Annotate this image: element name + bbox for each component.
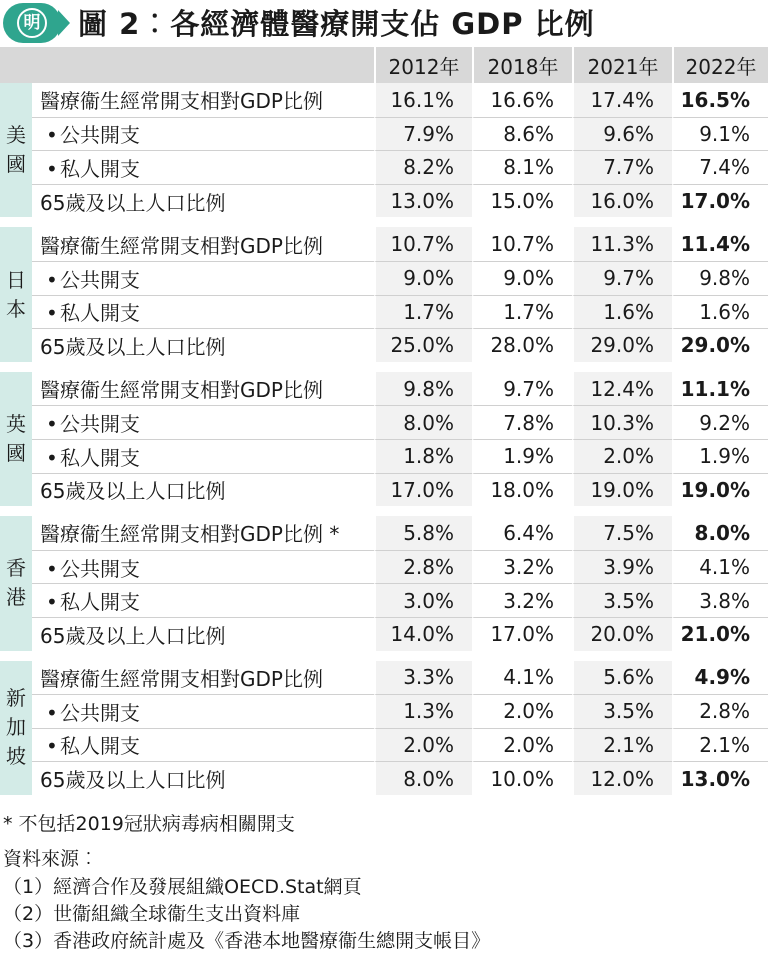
value-cell: 12.4% [572, 372, 672, 406]
value-cell: 8.0% [374, 761, 472, 795]
value-cell: 2.8% [374, 550, 472, 584]
bullet-icon: • [46, 267, 58, 292]
value-cell: 4.1% [472, 661, 572, 695]
row-label-cell [32, 328, 374, 362]
value-cell: 2.0% [472, 694, 572, 728]
row-label-cell [32, 617, 374, 651]
table-row [0, 117, 768, 151]
value-cell: 3.3% [374, 661, 472, 695]
value-cell: 14.0% [374, 617, 472, 651]
table-row [0, 439, 768, 473]
value-cell: 1.6% [572, 295, 672, 329]
year-header: 2021年 [572, 47, 672, 83]
bullet-icon: • [46, 734, 58, 759]
row-label-cell [32, 83, 374, 117]
row-label: 公共開支 [60, 556, 140, 581]
health-expenditure-table [0, 47, 768, 795]
value-cell: 3.0% [374, 583, 472, 617]
value-cell: 1.8% [374, 439, 472, 473]
country-label: 英 國 [0, 372, 32, 506]
value-cell: 7.7% [572, 150, 672, 184]
value-cell: 29.0% [572, 328, 672, 362]
value-cell: 3.2% [472, 550, 572, 584]
row-label-cell [32, 405, 374, 439]
value-cell: 16.0% [572, 184, 672, 218]
value-cell: 28.0% [472, 328, 572, 362]
value-cell: 7.9% [374, 117, 472, 151]
row-label-cell [32, 295, 374, 329]
value-cell: 10.3% [572, 405, 672, 439]
page-title: 圖 2︰各經濟體醫療開支佔 GDP 比例 [78, 7, 595, 41]
value-cell: 9.8% [672, 261, 768, 295]
row-label-cell [32, 761, 374, 795]
bullet-icon: • [46, 556, 58, 581]
value-cell: 9.8% [374, 372, 472, 406]
value-cell: 8.2% [374, 150, 472, 184]
row-label: 私人開支 [60, 156, 140, 181]
row-label: 醫療衞生經常開支相對GDP比例 [40, 666, 323, 691]
value-cell: 11.3% [572, 227, 672, 261]
group-spacer [0, 217, 768, 227]
value-cell: 3.5% [572, 583, 672, 617]
value-cell: 18.0% [472, 473, 572, 507]
value-cell: 7.5% [572, 516, 672, 550]
row-label: 公共開支 [60, 412, 140, 437]
bullet-icon: • [46, 412, 58, 437]
row-label: 醫療衞生經常開支相對GDP比例 [40, 89, 323, 114]
row-label-cell [32, 227, 374, 261]
table-row [0, 328, 768, 362]
group-spacer [0, 506, 768, 516]
value-cell: 8.0% [374, 405, 472, 439]
country-label: 新 加 坡 [0, 661, 32, 795]
table-row [0, 261, 768, 295]
logo-char: 明 [17, 8, 47, 38]
value-cell: 6.4% [472, 516, 572, 550]
table-row [0, 661, 768, 695]
row-label: 65歲及以上人口比例 [40, 623, 226, 648]
row-label: 公共開支 [60, 123, 140, 148]
value-cell: 2.0% [472, 728, 572, 762]
value-cell: 13.0% [374, 184, 472, 218]
value-cell: 9.0% [472, 261, 572, 295]
row-label-cell [32, 661, 374, 695]
value-cell: 9.0% [374, 261, 472, 295]
bullet-icon: • [46, 700, 58, 725]
table-row [0, 583, 768, 617]
table-row [0, 728, 768, 762]
row-label-cell [32, 372, 374, 406]
value-cell: 25.0% [374, 328, 472, 362]
logo-arrow-icon [58, 10, 70, 36]
row-label: 私人開支 [60, 445, 140, 470]
value-cell: 1.3% [374, 694, 472, 728]
value-cell: 16.5% [672, 83, 768, 117]
row-label: 醫療衞生經常開支相對GDP比例 [40, 233, 323, 258]
row-label: 私人開支 [60, 301, 140, 326]
value-cell: 11.1% [672, 372, 768, 406]
table-row [0, 550, 768, 584]
value-cell: 11.4% [672, 227, 768, 261]
group-spacer [0, 651, 768, 661]
bullet-icon: • [46, 445, 58, 470]
table-row [0, 184, 768, 218]
row-label: 65歲及以上人口比例 [40, 768, 226, 793]
row-label-cell [32, 516, 374, 550]
table-row [0, 83, 768, 117]
row-label-cell [32, 184, 374, 218]
table-row [0, 227, 768, 261]
row-label-cell [32, 583, 374, 617]
value-cell: 2.0% [572, 439, 672, 473]
spacer-cell [0, 362, 768, 372]
row-label: 65歲及以上人口比例 [40, 334, 226, 359]
spacer-cell [0, 217, 768, 227]
source-item: （2）世衞組織全球衞生支出資料庫 [3, 903, 301, 925]
newspaper-logo [3, 3, 61, 43]
value-cell: 17.0% [374, 473, 472, 507]
value-cell: 9.7% [472, 372, 572, 406]
row-label-cell [32, 261, 374, 295]
table-row [0, 150, 768, 184]
row-label-cell [32, 117, 374, 151]
value-cell: 29.0% [672, 328, 768, 362]
value-cell: 17.0% [472, 617, 572, 651]
value-cell: 19.0% [672, 473, 768, 507]
value-cell: 9.1% [672, 117, 768, 151]
header-blank-cell [0, 47, 374, 83]
value-cell: 19.0% [572, 473, 672, 507]
value-cell: 15.0% [472, 184, 572, 218]
bullet-icon: • [46, 123, 58, 148]
spacer-cell [0, 506, 768, 516]
row-label-cell [32, 728, 374, 762]
source-item: （3）香港政府統計處及《香港本地醫療衞生總開支帳目》 [3, 930, 491, 952]
value-cell: 10.0% [472, 761, 572, 795]
value-cell: 2.8% [672, 694, 768, 728]
value-cell: 1.9% [472, 439, 572, 473]
table-row [0, 617, 768, 651]
country-label: 香 港 [0, 516, 32, 650]
row-label: 公共開支 [60, 700, 140, 725]
value-cell: 17.0% [672, 184, 768, 218]
table-row [0, 405, 768, 439]
value-cell: 8.6% [472, 117, 572, 151]
value-cell: 8.1% [472, 150, 572, 184]
value-cell: 17.4% [572, 83, 672, 117]
row-label-cell [32, 439, 374, 473]
value-cell: 2.0% [374, 728, 472, 762]
table-row [0, 295, 768, 329]
row-label: 醫療衞生經常開支相對GDP比例 [40, 378, 323, 403]
value-cell: 4.9% [672, 661, 768, 695]
value-cell: 16.6% [472, 83, 572, 117]
country-label: 美 國 [0, 83, 32, 217]
value-cell: 4.1% [672, 550, 768, 584]
value-cell: 5.8% [374, 516, 472, 550]
value-cell: 10.7% [472, 227, 572, 261]
value-cell: 1.9% [672, 439, 768, 473]
value-cell: 5.6% [572, 661, 672, 695]
value-cell: 9.6% [572, 117, 672, 151]
year-header: 2018年 [472, 47, 572, 83]
table-row [0, 473, 768, 507]
value-cell: 1.7% [374, 295, 472, 329]
spacer-cell [0, 651, 768, 661]
row-label: 65歲及以上人口比例 [40, 190, 226, 215]
value-cell: 7.8% [472, 405, 572, 439]
value-cell: 20.0% [572, 617, 672, 651]
value-cell: 2.1% [572, 728, 672, 762]
value-cell: 3.5% [572, 694, 672, 728]
value-cell: 7.4% [672, 150, 768, 184]
value-cell: 3.9% [572, 550, 672, 584]
value-cell: 21.0% [672, 617, 768, 651]
sources-title: 資料來源︰ [3, 848, 99, 870]
row-label: 私人開支 [60, 590, 140, 615]
table-header-row [0, 47, 768, 83]
footnote: * 不包括2019冠狀病毒病相關開支 [3, 813, 295, 835]
row-label-cell [32, 694, 374, 728]
row-label: 65歲及以上人口比例 [40, 479, 226, 504]
bullet-icon: • [46, 156, 58, 181]
group-spacer [0, 362, 768, 372]
row-label-cell [32, 550, 374, 584]
value-cell: 2.1% [672, 728, 768, 762]
value-cell: 10.7% [374, 227, 472, 261]
value-cell: 3.2% [472, 583, 572, 617]
table-row [0, 372, 768, 406]
value-cell: 12.0% [572, 761, 672, 795]
header [0, 0, 768, 46]
value-cell: 9.7% [572, 261, 672, 295]
row-label-cell [32, 473, 374, 507]
year-header: 2012年 [374, 47, 472, 83]
value-cell: 1.7% [472, 295, 572, 329]
value-cell: 9.2% [672, 405, 768, 439]
value-cell: 8.0% [672, 516, 768, 550]
value-cell: 1.6% [672, 295, 768, 329]
table-row [0, 761, 768, 795]
table-body [0, 83, 768, 795]
row-label: 醫療衞生經常開支相對GDP比例 * [40, 522, 340, 547]
row-label: 私人開支 [60, 734, 140, 759]
source-item: （1）經濟合作及發展組織OECD.Stat網頁 [3, 876, 362, 898]
value-cell: 13.0% [672, 761, 768, 795]
year-header: 2022年 [672, 47, 768, 83]
bullet-icon: • [46, 590, 58, 615]
row-label-cell [32, 150, 374, 184]
row-label: 公共開支 [60, 267, 140, 292]
value-cell: 16.1% [374, 83, 472, 117]
value-cell: 3.8% [672, 583, 768, 617]
table-row [0, 694, 768, 728]
bullet-icon: • [46, 301, 58, 326]
country-label: 日 本 [0, 227, 32, 361]
table-row [0, 516, 768, 550]
